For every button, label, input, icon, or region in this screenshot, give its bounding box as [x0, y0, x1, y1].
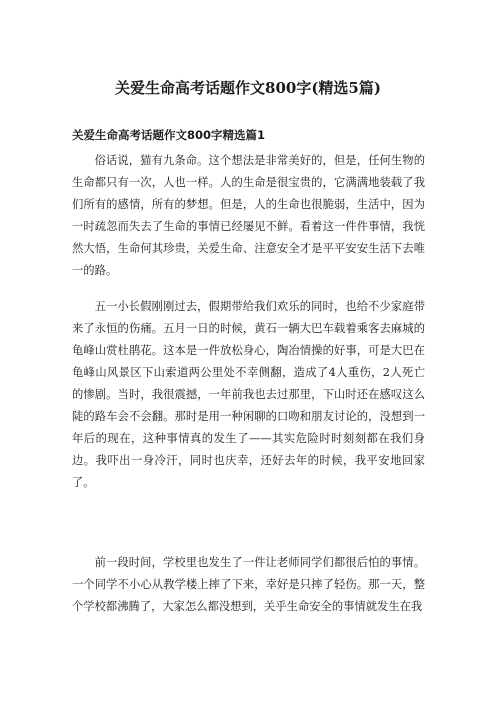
paragraph-1: 俗话说，猫有九条命。这个想法是非常美好的，但是，任何生物的生命都只有一次，人也一样。人的生命是很宝贵的，它满满地装载了我们所有的感情，所有的梦想。但是，人的生命也很脆弱，生活中，因为一时疏忽而失去了生命的事情已经屡见不鲜。看着这一件件事情，我恍然大悟，生命何其珍贵，关爱生命、注意安全才是平平安安生活下去唯一的路。 [72, 154, 425, 277]
document-title: 关爱生命高考话题作文800字(精选5篇) [115, 79, 381, 97]
paragraph-3: 前一段时间，学校里也发生了一件让老师同学们都很后怕的事情。一个同学不小心从教学楼上摔了下来，幸好是只摔了轻伤。那一天，整个学校都沸腾了，大家怎么都没想到，关乎生命安全的事情就发生在我 [72, 556, 425, 613]
section-heading: 关爱生命高考话题作文800字精选篇1 [72, 128, 266, 142]
paragraph-2: 五一小长假刚刚过去，假期带给我们欢乐的同时，也给不少家庭带来了永恒的伤痛。五月一日的时候，黄石一辆大巴车载着乘客去麻城的龟峰山赏杜鹃花。这本是一件放松身心，陶冶情操的好事，可是大巴在龟峰山风景区下山索道两公里处不幸侧翻，造成了4人重伤，2人死亡的惨剧。当时，我很震撼，一年前我也去过那里，下山时还在感叹这么陡的路车会不会翻。那时是用一种闲聊的口吻和朋友讨论的，没想到一年后的现在，这种事情真的发生了——其实危险时时刻刻都在我们身边。我吓出一身冷汗，同时也庆幸，还好去年的时候，我平安地回家了。 [72, 300, 425, 489]
